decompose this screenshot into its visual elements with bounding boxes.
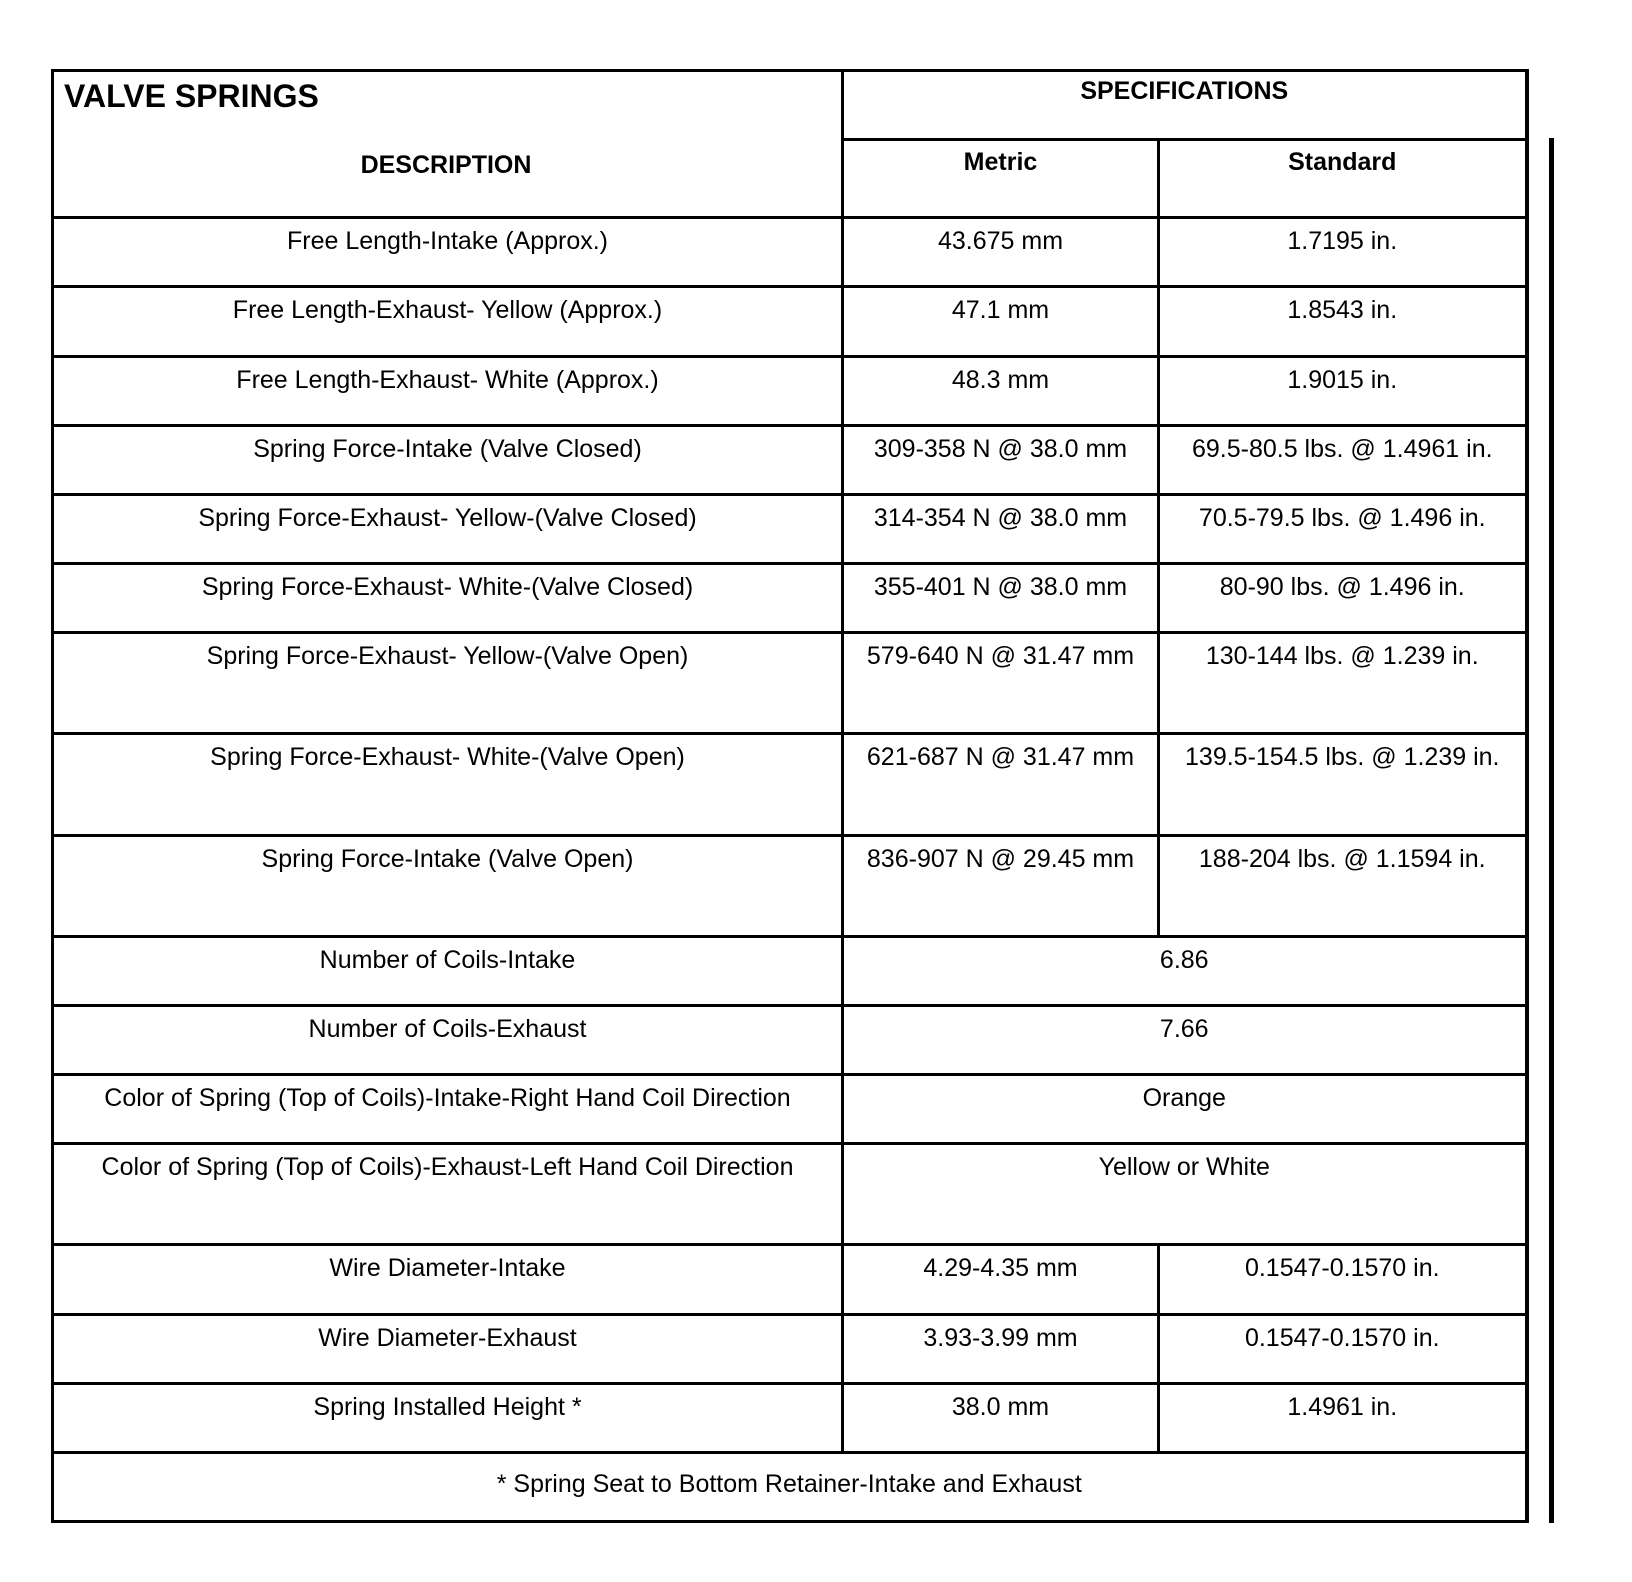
- table-row: [53, 425, 1551, 494]
- row-value: 7.66: [843, 1005, 1527, 1074]
- table-row: [53, 835, 1551, 936]
- table-title: VALVE SPRINGS: [53, 71, 843, 218]
- row-standard-value: 0.1547-0.1570 in.: [1159, 1245, 1527, 1314]
- row-description: Color of Spring (Top of Coils)-Exhaust-Left Hand Coil Direction: [53, 1144, 843, 1245]
- row-description: Spring Force-Intake (Valve Open): [53, 835, 843, 936]
- row-standard-value: 139.5-154.5 lbs. @ 1.239 in.: [1159, 734, 1527, 835]
- row-description: Spring Force-Intake (Valve Closed): [53, 425, 843, 494]
- row-value: 6.86: [843, 936, 1527, 1005]
- row-standard-value: 130-144 lbs. @ 1.239 in.: [1159, 633, 1527, 734]
- standard-column-header: Standard: [1159, 140, 1527, 218]
- row-description: Spring Force-Exhaust- Yellow-(Valve Closed): [53, 494, 843, 563]
- table-row: [53, 633, 1551, 734]
- table-row: [53, 287, 1551, 356]
- row-metric-value: 48.3 mm: [843, 356, 1159, 425]
- row-standard-value: 1.9015 in.: [1159, 356, 1527, 425]
- row-metric-value: 47.1 mm: [843, 287, 1159, 356]
- row-standard-value: 188-204 lbs. @ 1.1594 in.: [1159, 835, 1527, 936]
- row-description: Wire Diameter-Intake: [53, 1245, 843, 1314]
- row-description: Spring Force-Exhaust- White-(Valve Closed): [53, 564, 843, 633]
- table-row: [53, 936, 1551, 1005]
- row-metric-value: 309-358 N @ 38.0 mm: [843, 425, 1159, 494]
- row-metric-value: 43.675 mm: [843, 218, 1159, 287]
- row-description: Free Length-Exhaust- Yellow (Approx.): [53, 287, 843, 356]
- table-row: [53, 1245, 1551, 1314]
- specifications-header: SPECIFICATIONS: [843, 71, 1527, 140]
- table-row: [53, 218, 1551, 287]
- table-row: [53, 356, 1551, 425]
- valve-springs-spec-table: [51, 69, 1551, 1523]
- row-value: Yellow or White: [843, 1144, 1527, 1245]
- row-metric-value: 4.29-4.35 mm: [843, 1245, 1159, 1314]
- table-row: [53, 1314, 1551, 1383]
- table-right-border: [1549, 138, 1554, 1523]
- row-standard-value: 0.1547-0.1570 in.: [1159, 1314, 1527, 1383]
- row-metric-value: 355-401 N @ 38.0 mm: [843, 564, 1159, 633]
- row-value: Orange: [843, 1075, 1527, 1144]
- row-standard-value: 69.5-80.5 lbs. @ 1.4961 in.: [1159, 425, 1527, 494]
- footnote: * Spring Seat to Bottom Retainer-Intake and Exhaust: [53, 1452, 1527, 1521]
- description-column-header: DESCRIPTION: [360, 151, 532, 179]
- row-metric-value: 621-687 N @ 31.47 mm: [843, 734, 1159, 835]
- row-description: Spring Installed Height *: [53, 1383, 843, 1452]
- table-row: [53, 494, 1551, 563]
- row-description: Number of Coils-Exhaust: [53, 1005, 843, 1074]
- row-metric-value: 314-354 N @ 38.0 mm: [843, 494, 1159, 563]
- row-standard-value: 1.4961 in.: [1159, 1383, 1527, 1452]
- row-description: Number of Coils-Intake: [53, 936, 843, 1005]
- row-standard-value: 1.7195 in.: [1159, 218, 1527, 287]
- row-standard-value: 1.8543 in.: [1159, 287, 1527, 356]
- row-metric-value: 3.93-3.99 mm: [843, 1314, 1159, 1383]
- table-row: [53, 1005, 1551, 1074]
- table-row: [53, 1144, 1551, 1245]
- row-metric-value: 579-640 N @ 31.47 mm: [843, 633, 1159, 734]
- row-metric-value: 38.0 mm: [843, 1383, 1159, 1452]
- table-row: [53, 734, 1551, 835]
- row-description: Spring Force-Exhaust- White-(Valve Open): [53, 734, 843, 835]
- row-description: Color of Spring (Top of Coils)-Intake-Right Hand Coil Direction: [53, 1075, 843, 1144]
- table-row: [53, 1383, 1551, 1452]
- row-description: Free Length-Exhaust- White (Approx.): [53, 356, 843, 425]
- table-row: [53, 1075, 1551, 1144]
- footnote-row: [53, 1452, 1551, 1521]
- metric-column-header: Metric: [843, 140, 1159, 218]
- row-metric-value: 836-907 N @ 29.45 mm: [843, 835, 1159, 936]
- table-row: [53, 564, 1551, 633]
- row-standard-value: 80-90 lbs. @ 1.496 in.: [1159, 564, 1527, 633]
- row-standard-value: 70.5-79.5 lbs. @ 1.496 in.: [1159, 494, 1527, 563]
- table-edge-strip: [1527, 71, 1551, 1522]
- row-description: Free Length-Intake (Approx.): [53, 218, 843, 287]
- row-description: Wire Diameter-Exhaust: [53, 1314, 843, 1383]
- row-description: Spring Force-Exhaust- Yellow-(Valve Open): [53, 633, 843, 734]
